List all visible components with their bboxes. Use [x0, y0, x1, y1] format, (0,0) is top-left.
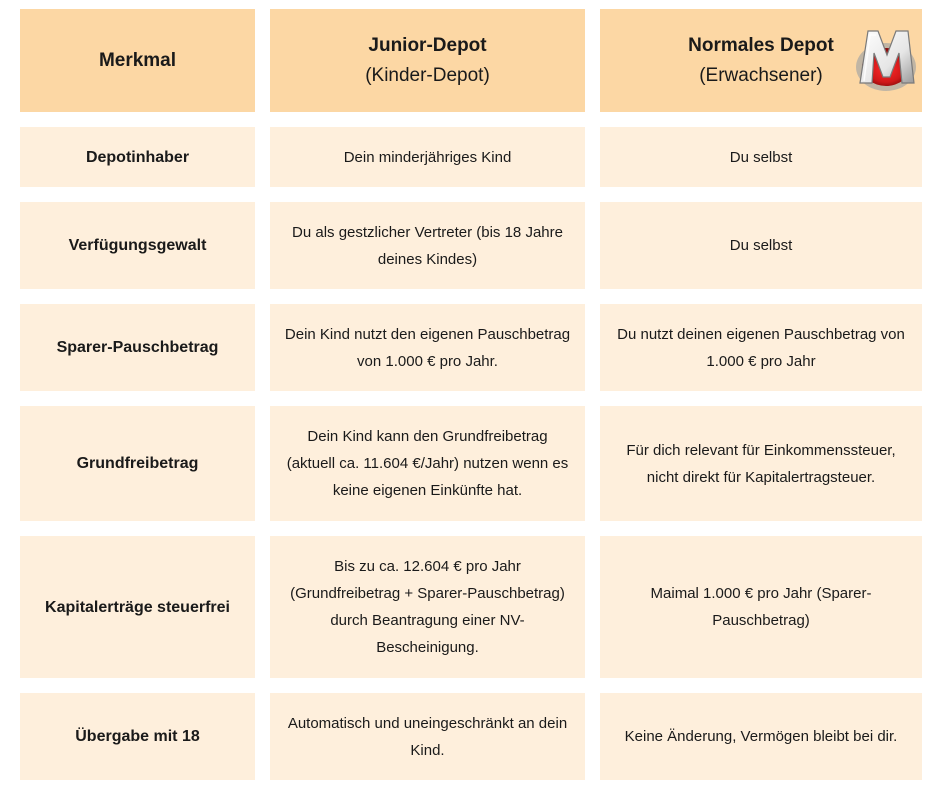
junior-value: Automatisch und uneingeschränkt an dein Kind.: [287, 714, 568, 759]
header-junior-subtitle: (Kinder-Depot): [365, 64, 490, 86]
row-verfuegungsgewalt-label: [20, 202, 255, 289]
junior-value: Dein Kind kann den Grundfreibetrag (aktuell ca. 11.604 €/Jahr) nutzen wenn es keine eigenen Einkünfte hat.: [286, 428, 569, 499]
junior-value: Du als gestzlicher Vertreter (bis 18 Jahre deines Kindes): [292, 223, 563, 268]
normal-value: Keine Änderung, Vermögen bleibt bei dir.: [624, 728, 898, 745]
row-uebergabe-junior: [270, 693, 585, 780]
header-normal-subtitle: (Erwachsener): [699, 64, 823, 86]
row-label: Verfügungsgewalt: [68, 237, 207, 254]
row-uebergabe-normal: [600, 693, 922, 780]
row-grundfreibetrag-normal: [600, 406, 922, 521]
junior-value: Dein minderjähriges Kind: [343, 148, 512, 166]
row-kapitalertraege-label: [20, 536, 255, 678]
row-label: Kapitalerträge steuerfrei: [45, 598, 230, 616]
row-depotinhaber-junior: [270, 127, 585, 187]
row-kapitalertraege-normal: [600, 536, 922, 678]
row-label: Grundfreibetrag: [76, 455, 199, 472]
normal-value: Du nutzt deinen eigenen Pauschbetrag von 1.000 € pro Jahr: [617, 325, 905, 370]
row-label: Sparer-Pauschbetrag: [56, 339, 219, 356]
row-grundfreibetrag-label: [20, 406, 255, 521]
header-merkmal: [20, 9, 255, 112]
row-verfuegungsgewalt-junior: [270, 202, 585, 289]
row-depotinhaber-normal: [600, 127, 922, 187]
header-junior-depot: [270, 9, 585, 112]
normal-value: Du selbst: [729, 237, 793, 254]
junior-value: Dein Kind nutzt den eigenen Pauschbetrag von 1.000 € pro Jahr.: [284, 325, 571, 370]
normal-value: Du selbst: [729, 148, 793, 166]
m-logo-icon: [852, 17, 922, 97]
row-grundfreibetrag-junior: [270, 406, 585, 521]
row-label: Depotinhaber: [85, 148, 190, 166]
row-depotinhaber-label: [20, 127, 255, 187]
normal-value: Maimal 1.000 € pro Jahr (Sparer-Pauschbetrag): [650, 585, 872, 629]
header-normal-title: Normales Depot: [688, 34, 834, 56]
row-sparer-pauschbetrag-junior: [270, 304, 585, 391]
header-junior-title: Junior-Depot: [368, 34, 487, 56]
row-sparer-pauschbetrag-normal: [600, 304, 922, 391]
row-sparer-pauschbetrag-label: [20, 304, 255, 391]
normal-value: Für dich relevant für Einkommenssteuer, nicht direkt für Kapitalertragsteuer.: [626, 441, 896, 486]
junior-value: Bis zu ca. 12.604 € pro Jahr (Grundfreibetrag + Sparer-Pauschbetrag) durch Beantragung einer NV-Bescheinigung.: [290, 558, 565, 656]
row-label: Übergabe mit 18: [75, 728, 200, 745]
row-verfuegungsgewalt-normal: [600, 202, 922, 289]
header-normales-depot: [600, 9, 922, 112]
header-merkmal-label: Merkmal: [98, 49, 177, 71]
row-uebergabe-label: [20, 693, 255, 780]
row-kapitalertraege-junior: [270, 536, 585, 678]
comparison-table: [20, 9, 922, 780]
